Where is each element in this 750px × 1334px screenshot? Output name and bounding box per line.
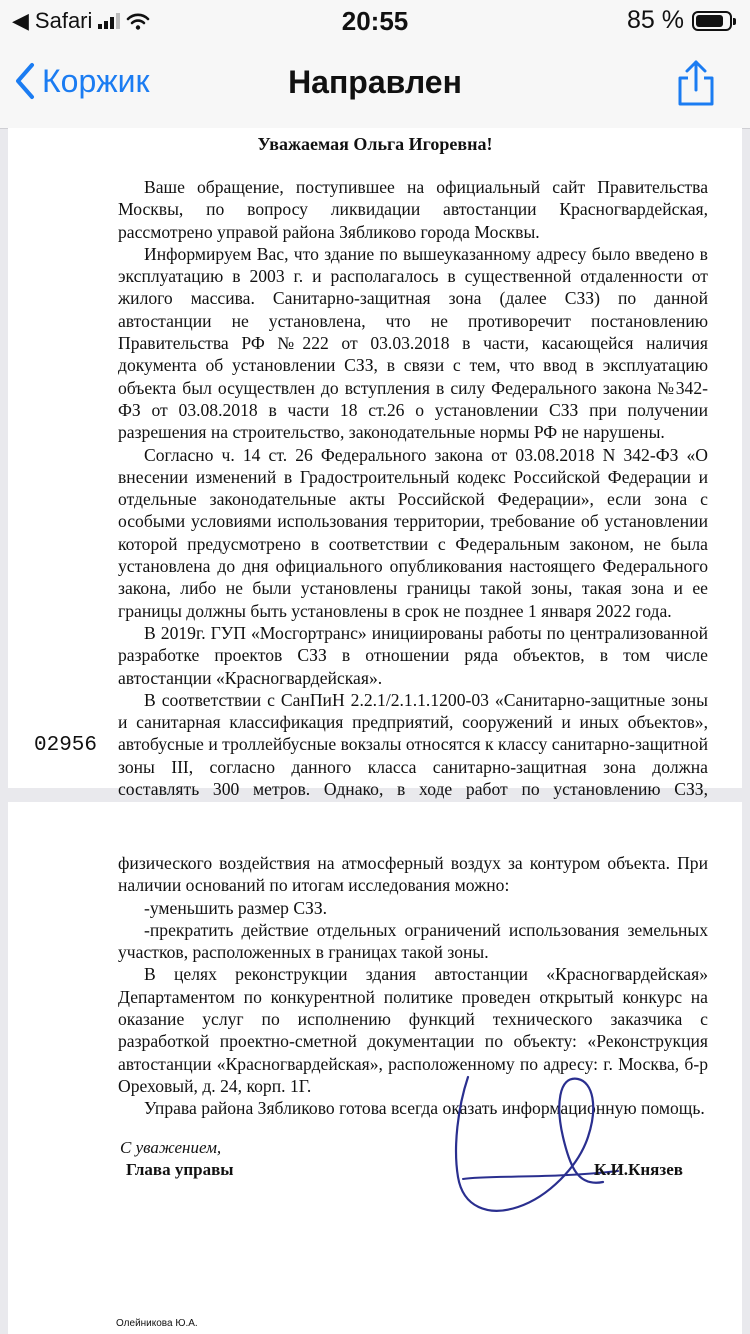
handwritten-signature bbox=[428, 1067, 628, 1227]
carrier-back-icon: ◀ bbox=[12, 8, 29, 33]
document-page-2 bbox=[8, 802, 742, 1334]
letter-body-1 bbox=[118, 176, 708, 845]
list-item: -прекратить действие отдельных ограничений использования земельных участков, расположенных в границах такой зоны. bbox=[118, 919, 708, 963]
paragraph: В соответствии с СанПиН 2.2.1/2.1.1.1200-03 «Санитарно-защитные зоны и санитарная классификация предприятий, сооружений и иных объектов», автобусные и троллейбусные вокзалы относятся к классу санитарно-защитной зоны III, согласно данного класса санитарно-защитная зона должна составлять 300 метров. Однако, в ходе работ по установлению СЗЗ, bbox=[118, 689, 708, 800]
paragraph: В целях реконструкции здания автостанции «Красногвардейская» Департаментом по конкурентной политике проведен открытый конкурс на оказание услуг по исполнению функций технического заказчика с разработкой проектно-сметной документации по объекту: «Реконструкция автостанции «Красногвардейская», расположенному по адресу: г. Москва, б-р Ореховый, д. 24, корп. 1Г. bbox=[118, 964, 708, 1096]
registration-number: 02956 bbox=[34, 734, 98, 757]
paragraph: Ваше обращение, поступившее на официальный сайт Правительства Москвы, по вопросу ликвидации автостанции Красногвардейская, рассмотрено управой района Зябликово города Москвы. bbox=[118, 177, 708, 242]
letter-greeting: Уважаемая Ольга Игоревна! bbox=[257, 134, 493, 154]
share-icon[interactable] bbox=[674, 58, 718, 108]
page-title: Направлен bbox=[288, 64, 462, 100]
closing-phrase: С уважением, bbox=[120, 1138, 222, 1157]
document-page-1 bbox=[8, 128, 742, 800]
list-item: -уменьшить размер СЗЗ. bbox=[144, 897, 328, 918]
status-bar bbox=[0, 0, 750, 40]
paragraph: Информируем Вас, что здание по вышеуказанному адресу было введено в эксплуатацию в 2003 г. и располагалось в существенной отдаленности от жилого массива. Санитарно-защитная зона (далее СЗЗ) по данной автостанции не установлена, что не противоречит постановлению Правительства РФ №222 от 03.03.2018 в части, касающейся наличия документа об установлении СЗЗ, в связи с тем, что ввод в эксплуатацию объекта был осуществлен до вступления в силу Федерального закона №342-ФЗ от 03.08.2018 в части 18 ст.26 о установлении СЗЗ при получении разрешения на строительство, законодательные нормы РФ не нарушены. bbox=[118, 243, 708, 443]
carrier-label: Safari bbox=[34, 8, 93, 33]
signer-position: Глава управы bbox=[126, 1160, 234, 1179]
paragraph: физического воздействия на атмосферный воздух за контуром объекта. При наличии оснований по итогам исследования можно: bbox=[118, 853, 708, 896]
battery-percent: 85 % bbox=[627, 6, 684, 34]
battery-icon bbox=[692, 11, 732, 31]
clock: 20:55 bbox=[341, 6, 409, 36]
signer-name: К.И.Князев bbox=[594, 1160, 683, 1179]
paragraph: Управа района Зябликово готова всегда оказать информационную помощь. bbox=[144, 1098, 705, 1119]
navigation-bar bbox=[0, 40, 750, 129]
paragraph: В 2019г. ГУП «Мосгортранс» инициированы работы по централизованной разработке проектов СЗЗ в отношении ряда объектов, в том числе автостанции «Красногвардейская». bbox=[118, 622, 708, 688]
status-right bbox=[627, 6, 732, 35]
executor-name: Олейникова Ю.А. bbox=[116, 1318, 198, 1329]
paragraph: Согласно ч. 14 ст. 26 Федерального закона от 03.08.2018 N 342-ФЗ «О внесении изменений в Градостроительный кодекс Российской Федерации и отдельные законодательные акты Российской Федерации», если зона с особыми условиями использования территории, требование об установлении которой предусмотрено в соответствии с Федеральным законом, не была установлена до дня официального опубликования настоящего Федерального закона, либо не были установлены границы такой зоны, такая зона и ее границы должны быть установлены в срок не позднее 1 января 2022 года. bbox=[118, 444, 708, 621]
back-label: Коржик bbox=[42, 62, 150, 99]
